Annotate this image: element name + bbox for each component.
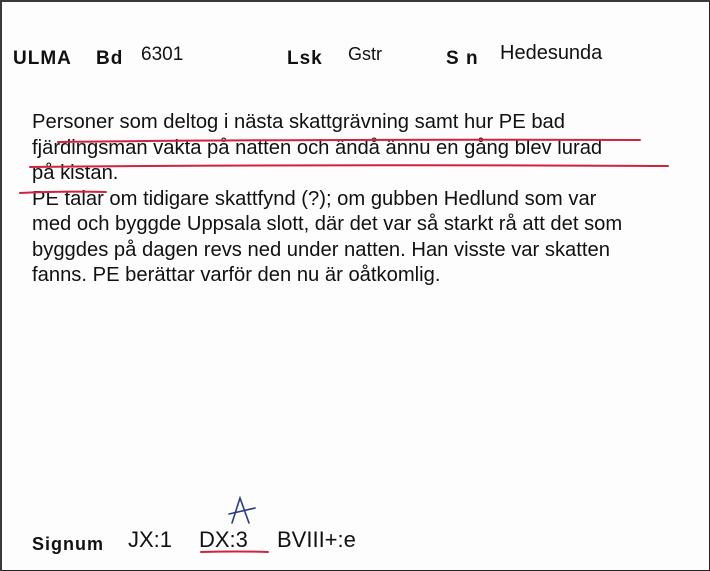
archive-label: ULMA: [13, 48, 72, 69]
signum-label: Signum: [32, 534, 104, 554]
paragraph-2-line-1: PE talar om tidigare skattfynd (?); om gubben Hedlund som var: [32, 187, 597, 210]
card-top-edge: [0, 0, 710, 2]
paragraph-1-line-3: på kistan.: [32, 162, 119, 184]
sn-label: S n: [446, 48, 479, 69]
card-left-edge: [0, 0, 2, 571]
bd-value: 6301: [141, 44, 184, 65]
paragraph-2-line-2: med och byggde Uppsala slott, där det var så starkt rå att det som: [32, 213, 623, 235]
paragraph-2-line-4: fanns. PE berättar varför den nu är oåtkomlig.: [32, 264, 441, 286]
lsk-label: Lsk: [287, 48, 323, 69]
lsk-value: Gstr: [348, 44, 382, 64]
signum-code-2: DX:3: [199, 527, 248, 552]
paragraph-2-line-3: byggdes på dagen revs ned under natten. Han visste var skatten: [32, 238, 610, 261]
sn-value: Hedesunda: [500, 42, 603, 64]
record-description: [32, 110, 697, 289]
bd-label: Bd: [96, 48, 124, 69]
paragraph-1-line-2: fjärdingsman vakta på natten och ändå ännu en gång blev lurad: [32, 136, 603, 159]
signum-code-3: BVIII+:e: [277, 527, 356, 552]
signum-code-1: JX:1: [128, 527, 173, 552]
paragraph-1-line-1: Personer som deltog i nästa skattgrävning samt hur PE bad: [32, 111, 566, 133]
